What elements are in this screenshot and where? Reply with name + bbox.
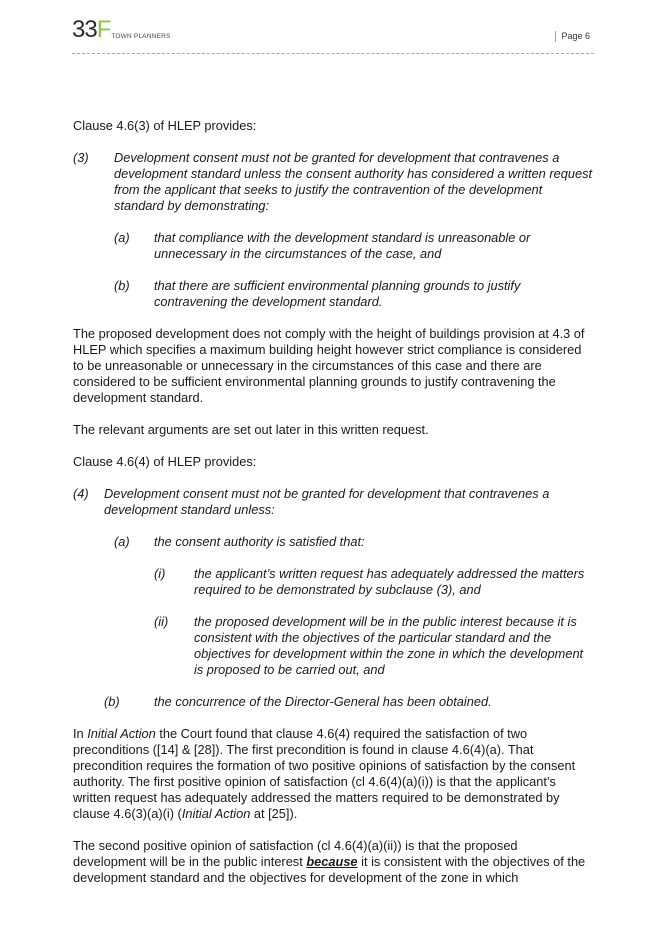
- clause-4b-number: (b): [104, 694, 120, 709]
- clause-4-number: (4): [73, 486, 89, 501]
- clause-3b: [114, 278, 593, 310]
- clause-4aii: [154, 614, 593, 678]
- clause-4b: [104, 694, 593, 710]
- clause-3: [73, 150, 593, 214]
- clause-3-text: Development consent must not be granted for development that contravenes a development standard unless the consent authority has considered a written request from the applicant that seeks to justify the contravention of the development standard by demonstrating:: [114, 150, 593, 213]
- paragraph-initial-action-in: In: [73, 726, 88, 741]
- clause-4: [73, 486, 593, 518]
- logo-text: TOWN PLANNERS: [111, 33, 171, 40]
- paragraph-clause-4-6-4-intro: Clause 4.6(4) of HLEP provides:: [73, 454, 257, 469]
- clause-3b-number: (b): [114, 278, 130, 293]
- clause-4ai: [154, 566, 593, 598]
- clause-3a: [114, 230, 593, 262]
- page-header: [0, 0, 666, 60]
- paragraph-second-opinion-start: The second positive opinion of satisfaction (cl 4.6(4)(a)(ii)) is that the proposed development will be in the public interest: [73, 838, 518, 869]
- clause-3a-number: (a): [114, 230, 130, 245]
- document-body: [73, 118, 593, 902]
- page-number: Page 6: [555, 31, 590, 42]
- logo-mark-letter: F: [96, 16, 111, 43]
- paragraph-non-compliance: The proposed development does not comply with the height of buildings provision at 4.3 of HLEP which specifies a maximum building height however strict compliance is considered to be unreasonable or unnecessary in the circumstances of this case and there are considered to be sufficient environmental planning grounds to justify contravening the development standard.: [73, 326, 585, 405]
- paragraph-initial-action-end: at [25]).: [250, 806, 298, 821]
- clause-4-text: Development consent must not be granted for development that contravenes a development standard unless:: [104, 486, 550, 517]
- clause-3a-text: that compliance with the development standard is unreasonable or unnecessary in the circumstances of the case, and: [154, 230, 531, 261]
- paragraph-clause-4-6-3-intro: Clause 4.6(3) of HLEP provides:: [73, 118, 257, 133]
- case-name-initial-action: Initial Action: [87, 726, 156, 741]
- paragraph-arguments: The relevant arguments are set out later in this written request.: [73, 422, 429, 437]
- logo-mark-numerals: 33: [72, 16, 97, 43]
- clause-4b-text: the concurrence of the Director-General has been obtained.: [154, 694, 492, 709]
- clause-3-number: (3): [73, 150, 89, 165]
- header-divider: [72, 53, 594, 54]
- clause-4aii-number: (ii): [154, 614, 169, 629]
- clause-4a-text: the consent authority is satisfied that:: [154, 534, 365, 549]
- logo-mark: [72, 16, 111, 43]
- clause-4ai-text: the applicant’s written request has adequately addressed the matters required to be demonstrated by subclause (3), and: [194, 566, 585, 597]
- paragraph-second-opinion-end: it is consistent with the objectives of the development standard and the objectives for development of the zone in which: [73, 854, 586, 885]
- paragraph-second-opinion: [73, 838, 593, 886]
- clause-4a-number: (a): [114, 534, 130, 549]
- clause-3b-text: that there are sufficient environmental planning grounds to justify contravening the development standard.: [154, 278, 521, 309]
- clause-4a: [114, 534, 593, 550]
- clause-4ai-number: (i): [154, 566, 166, 581]
- paragraph-initial-action: [73, 726, 593, 822]
- clause-4aii-text: the proposed development will be in the public interest because it is consistent with the objectives of the particular standard and the objectives for development within the zone in which the development is proposed to be carried out, and: [194, 614, 584, 677]
- company-logo: [72, 16, 171, 43]
- paragraph-initial-action-body: the Court found that clause 4.6(4) required the satisfaction of two preconditions ([14] & [28]). The first precondition is found in clause 4.6(4)(a). That precondition requires the formation of two positive opinions of satisfaction by the consent authority. The first positive opinion of satisfaction (cl 4.6(4)(a)(i)) is that the applicant’s written request has adequately addressed the matters required to be demonstrated by clause 4.6(3)(a)(i) (: [73, 726, 576, 821]
- emphasis-because: because: [306, 854, 358, 869]
- case-name-initial-action-citation: Initial Action: [181, 806, 251, 821]
